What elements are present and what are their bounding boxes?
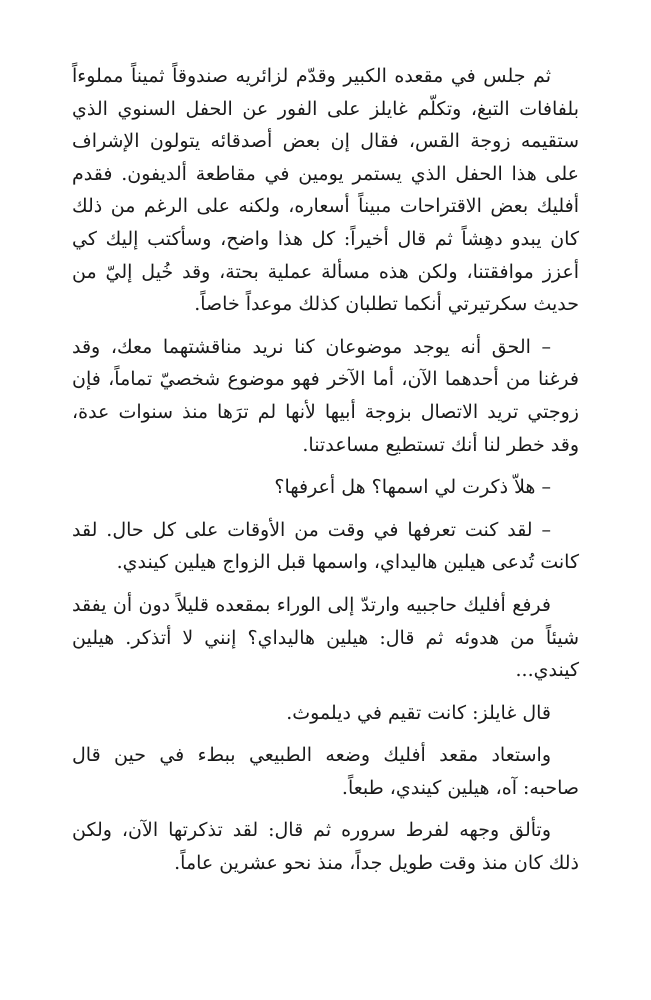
paragraph-1: ثم جلس في مقعده الكبير وقدّم لزائريه صندوقاً ثميناً مملوءاً بلفافات التبغ، وتكلّم غايلز على الفور عن الحفل السنوي الذي ستقيمه زوجة القس، فقال إن بعض أصدقائه يتولون الإشراف على هذا الحفل الذي يستمر يومين في مقاطعة ألديفون. فقدم أفليك بعض الاقتراحات مبيناً أسعاره، ولكنه على الرغم من ذلك كان يبدو دهِشاً ثم قال أخيراً: كل هذا واضح، وسأكتب إليك كي أعزز موافقتنا، ولكن هذه مسألة عملية بحتة، وقد خُيل إليّ من حديث سكرتيرتي أنكما تطلبان كذلك موعداً خاصاً.: [72, 65, 579, 316]
paragraph-6: قال غايلز: كانت تقيم في ديلموث.: [286, 701, 551, 724]
paragraph-5: فرفع أفليك حاجبيه وارتدّ إلى الوراء بمقعده قليلاً دون أن يفقد شيئاً من هدوئه ثم قال: هيلين هاليداي؟ إنني لا أتذكر. هيلين كيندي...: [72, 593, 579, 682]
paragraph-4: – لقد كنت تعرفها في وقت من الأوقات على كل حال. لقد كانت تُدعى هيلين هاليداي، واسمها قبل الزواج هيلين كيندي.: [72, 518, 579, 574]
paragraph-8: وتألق وجهه لفرط سروره ثم قال: لقد تذكرتها الآن، ولكن ذلك كان منذ وقت طويل جداً، منذ نحو عشرين عاماً.: [72, 819, 579, 875]
paragraph-7: واستعاد مقعد أفليك وضعه الطبيعي ببطء في حين قال صاحبه: آه، هيلين كيندي، طبعاً.: [72, 744, 579, 799]
paragraph-3: – هلاّ ذكرت لي اسمها؟ هل أعرفها؟: [274, 476, 551, 499]
paragraph-2: – الحق أنه يوجد موضوعان كنا نريد مناقشتهما معك، وقد فرغنا من أحدهما الآن، أما الآخر فهو موضوع شخصيّ تماماً، فإن زوجتي تريد الاتصال بزوجة أبيها لأنها لم ترَها منذ سنوات عدة، وقد خطر لنا أنك تستطيع مساعدتنا.: [72, 335, 579, 456]
